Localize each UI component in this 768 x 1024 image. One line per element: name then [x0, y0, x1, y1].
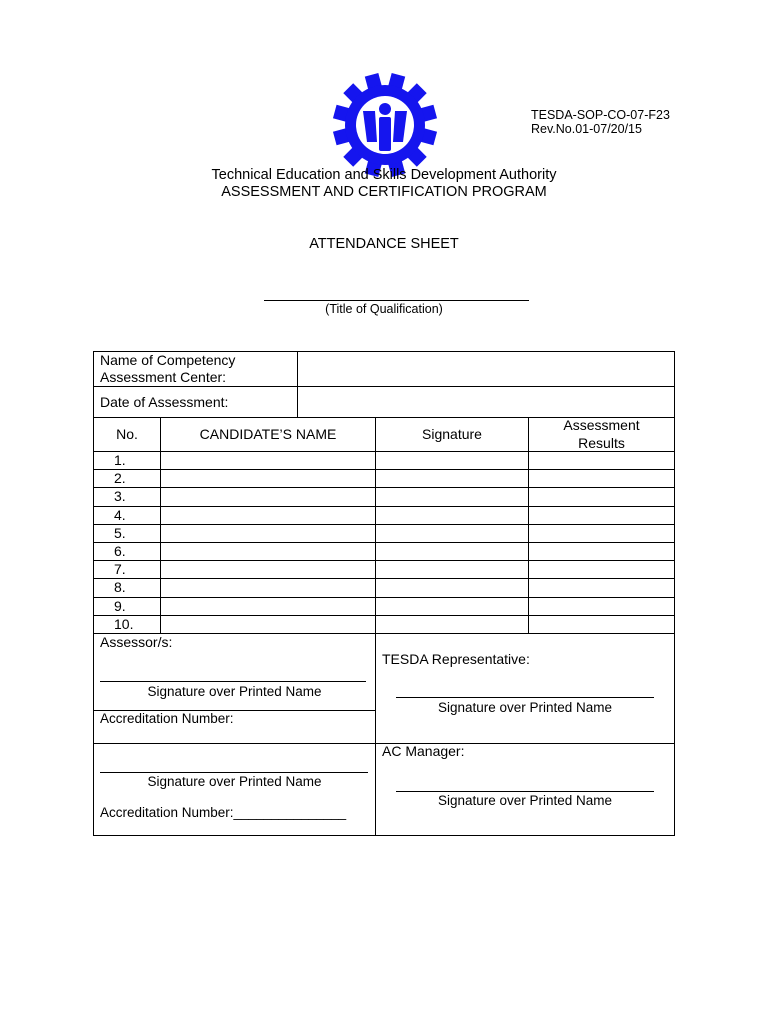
accreditation-label: Accreditation Number: — [100, 711, 234, 726]
attendance-form — [93, 351, 675, 836]
table-row[interactable] — [94, 579, 674, 596]
col-results-header: Results — [578, 435, 625, 451]
col-name-header: CANDIDATE’S NAME — [199, 426, 337, 442]
document-code — [531, 108, 670, 136]
col-signature-header: Signature — [422, 426, 482, 442]
table-row[interactable] — [94, 452, 674, 469]
assessor-2-signature-line[interactable] — [100, 772, 368, 773]
form-rule — [160, 417, 161, 633]
center-label: Name of Competency — [100, 352, 236, 368]
row-number: 8. — [114, 579, 126, 596]
candidate-table — [94, 352, 674, 837]
table-row[interactable] — [94, 507, 674, 524]
form-rule — [528, 417, 529, 633]
ac-manager-signature-line[interactable] — [396, 791, 654, 792]
row-number: 9. — [114, 597, 126, 614]
program-name: ASSESSMENT AND CERTIFICATION PROGRAM — [221, 184, 547, 200]
row-number: 6. — [114, 543, 126, 559]
table-row[interactable] — [94, 616, 674, 633]
row-number: 1. — [114, 452, 126, 468]
table-row[interactable] — [94, 543, 674, 560]
accreditation-2-label: Accreditation Number:_______________ — [100, 805, 347, 820]
sheet-title: ATTENDANCE SHEET — [309, 236, 459, 252]
assessor-signature-caption: Signature over Printed Name — [147, 684, 322, 699]
qualification-title-line — [264, 300, 529, 301]
table-row[interactable] — [94, 525, 674, 542]
form-rule — [94, 633, 674, 634]
assessor-2-signature-caption: Signature over Printed Name — [147, 774, 322, 789]
assessor-signature-line[interactable] — [100, 681, 366, 682]
date-label: Date of Assessment: — [100, 394, 229, 410]
row-number: 2. — [114, 470, 126, 487]
ac-manager-label: AC Manager: — [382, 743, 465, 759]
row-number: 4. — [114, 506, 126, 523]
row-number: 10. — [114, 615, 134, 632]
agency-name: Technical Education and Skills Development Authority — [211, 167, 557, 183]
row-number: 5. — [114, 524, 126, 541]
center-label: Assessment Center: — [100, 369, 227, 385]
col-no-header: No. — [116, 426, 138, 442]
tesda-logo — [330, 70, 440, 180]
tesda-rep-signature-line[interactable] — [396, 697, 654, 698]
revision-number: Rev.No.01-07/20/15 — [531, 122, 642, 136]
col-results-header: Assessment — [563, 417, 640, 433]
row-number: 7. — [114, 561, 126, 578]
form-code: TESDA-SOP-CO-07-F23 — [531, 108, 670, 122]
document-header — [0, 167, 768, 201]
row-number: 3. — [114, 488, 126, 505]
tesda-rep-signature-caption: Signature over Printed Name — [437, 700, 613, 715]
table-row[interactable] — [94, 561, 674, 578]
table-row[interactable] — [94, 470, 674, 487]
ac-manager-signature-caption: Signature over Printed Name — [437, 793, 613, 808]
tesda-rep-label: TESDA Representative: — [382, 651, 530, 667]
qualification-caption: (Title of Qualification) — [325, 302, 443, 316]
form-rule — [375, 417, 376, 836]
assessor-label: Assessor/s: — [100, 634, 173, 650]
table-row[interactable] — [94, 488, 674, 505]
table-row[interactable] — [94, 598, 674, 615]
